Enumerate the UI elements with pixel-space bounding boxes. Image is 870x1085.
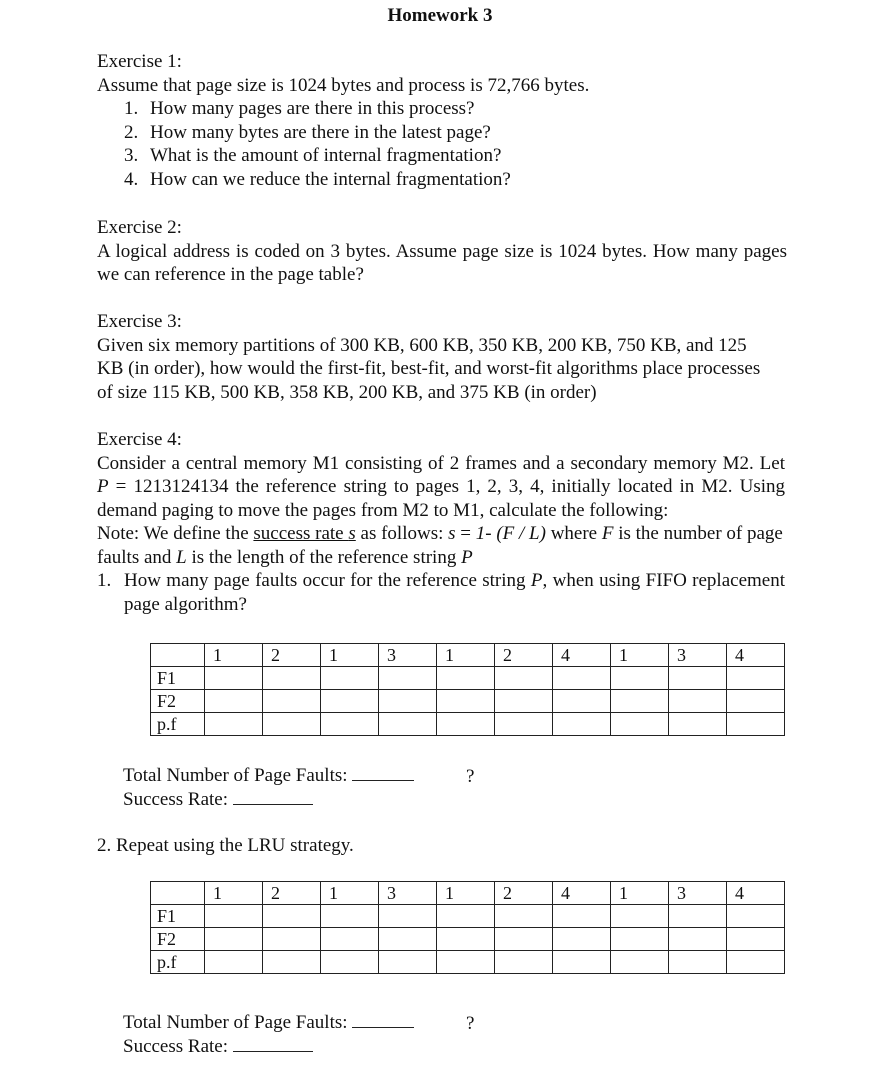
exercise-4 bbox=[97, 428, 785, 616]
exercise-2-heading: Exercise 2: bbox=[97, 217, 182, 238]
answer-cell[interactable] bbox=[205, 905, 263, 928]
answer-cell[interactable] bbox=[495, 667, 553, 690]
row-label-pf: p.f bbox=[151, 713, 205, 736]
answer-cell[interactable] bbox=[495, 690, 553, 713]
exercise-1-questions bbox=[97, 97, 787, 191]
answer-cell[interactable] bbox=[379, 690, 437, 713]
fifo-success-rate-blank[interactable] bbox=[233, 787, 313, 805]
reference-cell: 1 bbox=[611, 644, 669, 667]
reference-cell: 1 bbox=[437, 644, 495, 667]
answer-cell[interactable] bbox=[205, 951, 263, 974]
lru-total-faults-blank[interactable] bbox=[352, 1010, 414, 1028]
answer-cell[interactable] bbox=[263, 928, 321, 951]
answer-cell[interactable] bbox=[553, 928, 611, 951]
fifo-total-faults-blank[interactable] bbox=[352, 763, 414, 781]
answer-cell[interactable] bbox=[611, 905, 669, 928]
answer-cell[interactable] bbox=[553, 667, 611, 690]
answer-cell[interactable] bbox=[611, 690, 669, 713]
answer-cell[interactable] bbox=[727, 928, 785, 951]
reference-cell: 1 bbox=[205, 644, 263, 667]
table-corner-cell bbox=[151, 882, 205, 905]
table-row bbox=[151, 882, 785, 905]
reference-cell: 1 bbox=[205, 882, 263, 905]
page-title: Homework 3 bbox=[387, 5, 493, 26]
row-label-f2: F2 bbox=[151, 928, 205, 951]
answer-cell[interactable] bbox=[205, 667, 263, 690]
reference-cell: 4 bbox=[727, 644, 785, 667]
answer-cell[interactable] bbox=[611, 667, 669, 690]
exercise-4-intro: Consider a central memory M1 consisting of 2 frames and a secondary memory M2. Let P = 1213124134 the reference string to pages 1, 2, 3, 4, initially located in M2. Using demand paging to move the pages from M2 to M1, calculate the following: bbox=[97, 452, 785, 521]
answer-cell[interactable] bbox=[495, 713, 553, 736]
answer-cell[interactable] bbox=[727, 713, 785, 736]
answer-cell[interactable] bbox=[437, 905, 495, 928]
answer-cell[interactable] bbox=[553, 905, 611, 928]
answer-cell[interactable] bbox=[379, 951, 437, 974]
answer-cell[interactable] bbox=[495, 905, 553, 928]
answer-cell[interactable] bbox=[205, 690, 263, 713]
answer-cell[interactable] bbox=[495, 951, 553, 974]
list-item: 1. How many pages are there in this process? bbox=[124, 98, 475, 119]
fifo-table bbox=[150, 643, 785, 736]
fifo-question-mark: ? bbox=[466, 766, 475, 787]
answer-cell[interactable] bbox=[611, 951, 669, 974]
table-row bbox=[151, 667, 785, 690]
exercise-1-heading: Exercise 1: bbox=[97, 51, 182, 72]
answer-cell[interactable] bbox=[611, 713, 669, 736]
table-row bbox=[151, 713, 785, 736]
exercise-3-heading: Exercise 3: bbox=[97, 311, 182, 332]
answer-cell[interactable] bbox=[263, 713, 321, 736]
exercise-4-heading: Exercise 4: bbox=[97, 429, 182, 450]
reference-cell: 2 bbox=[495, 644, 553, 667]
table-row bbox=[151, 644, 785, 667]
exercise-4-question-2: 2. Repeat using the LRU strategy. bbox=[97, 835, 354, 856]
exercise-3-text: Given six memory partitions of 300 KB, 600 KB, 350 KB, 200 KB, 750 KB, and 125 KB (in order), how would the first-fit, best-fit, and worst-fit algorithms place processes of size 115 KB, 500 KB, 358 KB, 200 KB, and 375 KB (in order) bbox=[97, 334, 761, 403]
answer-cell[interactable] bbox=[611, 928, 669, 951]
table-row bbox=[151, 905, 785, 928]
reference-cell: 4 bbox=[553, 644, 611, 667]
answer-cell[interactable] bbox=[727, 905, 785, 928]
reference-cell: 4 bbox=[727, 882, 785, 905]
table-row bbox=[151, 928, 785, 951]
answer-cell[interactable] bbox=[437, 951, 495, 974]
answer-cell[interactable] bbox=[263, 690, 321, 713]
reference-cell: 2 bbox=[263, 882, 321, 905]
table-row bbox=[151, 951, 785, 974]
answer-cell[interactable] bbox=[669, 690, 727, 713]
reference-cell: 1 bbox=[321, 644, 379, 667]
answer-cell[interactable] bbox=[321, 667, 379, 690]
list-item: 4. How can we reduce the internal fragmentation? bbox=[124, 168, 511, 190]
reference-cell: 3 bbox=[379, 882, 437, 905]
answer-cell[interactable] bbox=[553, 713, 611, 736]
answer-cell[interactable] bbox=[553, 690, 611, 713]
reference-cell: 4 bbox=[553, 882, 611, 905]
list-item: 2. How many bytes are there in the latest page? bbox=[124, 121, 491, 143]
answer-cell[interactable] bbox=[669, 667, 727, 690]
answer-cell[interactable] bbox=[263, 667, 321, 690]
answer-cell[interactable] bbox=[321, 905, 379, 928]
answer-cell[interactable] bbox=[437, 713, 495, 736]
reference-cell: 2 bbox=[263, 644, 321, 667]
answer-cell[interactable] bbox=[321, 690, 379, 713]
answer-cell[interactable] bbox=[669, 951, 727, 974]
exercise-2-text: A logical address is coded on 3 bytes. Assume page size is 1024 bytes. How many pages we can reference in the page table? bbox=[97, 240, 787, 285]
answer-cell[interactable] bbox=[205, 928, 263, 951]
lru-table bbox=[150, 881, 785, 974]
fifo-total-faults: Total Number of Page Faults: bbox=[123, 763, 414, 788]
answer-cell[interactable] bbox=[669, 928, 727, 951]
answer-cell[interactable] bbox=[669, 905, 727, 928]
row-label-f2: F2 bbox=[151, 690, 205, 713]
answer-cell[interactable] bbox=[553, 951, 611, 974]
answer-cell[interactable] bbox=[379, 905, 437, 928]
reference-cell: 3 bbox=[669, 644, 727, 667]
exercise-1-text: Assume that page size is 1024 bytes and process is 72,766 bytes. bbox=[97, 74, 590, 96]
answer-cell[interactable] bbox=[205, 713, 263, 736]
answer-cell[interactable] bbox=[263, 951, 321, 974]
reference-cell: 3 bbox=[669, 882, 727, 905]
answer-cell[interactable] bbox=[727, 667, 785, 690]
lru-question-mark: ? bbox=[466, 1013, 475, 1034]
answer-cell[interactable] bbox=[321, 951, 379, 974]
reference-cell: 1 bbox=[611, 882, 669, 905]
reference-cell: 3 bbox=[379, 644, 437, 667]
answer-cell[interactable] bbox=[379, 667, 437, 690]
answer-cell[interactable] bbox=[437, 928, 495, 951]
reference-cell: 1 bbox=[437, 882, 495, 905]
answer-cell[interactable] bbox=[321, 928, 379, 951]
answer-cell[interactable] bbox=[669, 713, 727, 736]
answer-cell[interactable] bbox=[727, 951, 785, 974]
answer-cell[interactable] bbox=[321, 713, 379, 736]
reference-cell: 2 bbox=[495, 882, 553, 905]
fifo-success-rate: Success Rate: bbox=[123, 787, 313, 812]
lru-success-rate-blank[interactable] bbox=[233, 1034, 313, 1052]
answer-cell[interactable] bbox=[437, 690, 495, 713]
table-corner-cell bbox=[151, 644, 205, 667]
answer-cell[interactable] bbox=[437, 667, 495, 690]
exercise-4-question-1: 1. How many page faults occur for the reference string P, when using FIFO replacement page algorithm? bbox=[97, 570, 785, 615]
list-item: 3. What is the amount of internal fragmentation? bbox=[124, 145, 502, 166]
answer-cell[interactable] bbox=[263, 905, 321, 928]
answer-cell[interactable] bbox=[495, 928, 553, 951]
row-label-f1: F1 bbox=[151, 905, 205, 928]
exercise-2 bbox=[97, 216, 787, 287]
exercise-4-note: Note: We define the success rate s as follows: s = 1- (F / L) where F is the number of page faults and L is the length of the reference string P bbox=[97, 523, 783, 568]
reference-cell: 1 bbox=[321, 882, 379, 905]
exercise-1 bbox=[97, 50, 787, 191]
lru-success-rate: Success Rate: bbox=[123, 1034, 313, 1059]
exercise-3 bbox=[97, 310, 777, 404]
row-label-f1: F1 bbox=[151, 667, 205, 690]
answer-cell[interactable] bbox=[379, 713, 437, 736]
table-row bbox=[151, 690, 785, 713]
answer-cell[interactable] bbox=[379, 928, 437, 951]
answer-cell[interactable] bbox=[727, 690, 785, 713]
lru-total-faults: Total Number of Page Faults: bbox=[123, 1010, 414, 1035]
row-label-pf: p.f bbox=[151, 951, 205, 974]
